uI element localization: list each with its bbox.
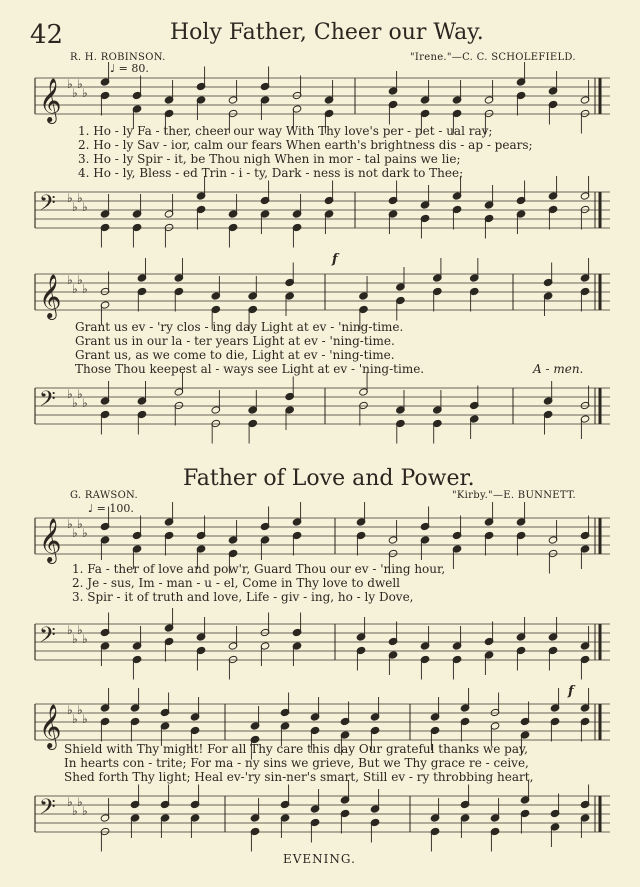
treble-clef-icon: 𝄞: [39, 274, 62, 318]
hymn1-title: Holy Father, Cheer our Way.: [170, 20, 484, 45]
hymn1-system1-bass: [35, 188, 610, 233]
flat-icon: ♭: [72, 712, 78, 726]
lyric-line: 3. Spir - it of truth and love, Life - giv - ing, ho - ly Dove,: [72, 590, 414, 604]
flat-icon: ♭: [67, 517, 73, 531]
flat-icon: ♭: [72, 86, 78, 100]
flat-icon: ♭: [77, 623, 83, 637]
flat-icon: ♭: [77, 191, 83, 205]
hymn2-system1-treble: [35, 514, 610, 562]
lyric-line: Those Thou keepest al - ways see Light at ev - 'ning-time.: [75, 362, 425, 376]
lyric-line: Shield with Thy might! For all Thy care this day Our grateful thanks we pay,: [64, 742, 528, 756]
lyric-line: 2. Ho - ly Sav - ior, calm our fears When earth's brightness dis - ap - pears;: [78, 138, 533, 152]
hymn1-system1-treble: [35, 74, 610, 122]
flat-icon: ♭: [67, 387, 73, 401]
hymn2-author: G. RAWSON.: [70, 490, 138, 501]
hymn2-tune: "Kirby."—E. BUNNETT.: [452, 490, 577, 501]
hymn1-tune: "Irene."—C. C. SCHOLEFIELD.: [410, 52, 576, 63]
treble-clef-icon: 𝄞: [39, 518, 62, 562]
flat-icon: ♭: [67, 703, 73, 717]
flat-icon: ♭: [72, 526, 78, 540]
treble-clef-icon: 𝄞: [39, 78, 62, 122]
lyric-line: 1. Fa - ther of love and pow'r, Guard Thou our ev - 'ning hour,: [72, 562, 446, 576]
hymn1-system1-lyrics: [78, 124, 533, 180]
hymn1-author: R. H. ROBINSON.: [70, 52, 166, 63]
bass-clef-icon: 𝄢: [39, 387, 56, 417]
flat-icon: ♭: [82, 632, 88, 646]
hymn1-dynamic: f: [332, 252, 338, 267]
lyric-line: 1. Ho - ly Fa - ther, cheer our way With Thy love's per - pet - ual ray;: [78, 124, 493, 138]
bass-clef-icon: 𝄢: [39, 623, 56, 653]
lyric-line: 2. Je - sus, Im - man - u - el, Come in Thy love to dwell: [72, 576, 401, 590]
hymn2-system1-lyrics: [72, 562, 445, 604]
lyric-line: Grant us in our la - ter years Light at ev - 'ning-time.: [75, 334, 395, 348]
flat-icon: ♭: [77, 703, 83, 717]
flat-icon: ♭: [82, 86, 88, 100]
footer-title: EVENING.: [283, 852, 356, 866]
bass-clef-icon: 𝄢: [39, 795, 56, 825]
flat-icon: ♭: [77, 795, 83, 809]
flat-icon: ♭: [82, 200, 88, 214]
flat-icon: ♭: [67, 273, 73, 287]
lyric-line: 3. Ho - ly Spir - it, be Thou nigh When in mor - tal pains we lie;: [78, 152, 461, 166]
hymn2-dynamic: f: [568, 684, 574, 699]
flat-icon: ♭: [82, 282, 88, 296]
lyric-line: 4. Ho - ly, Bless - ed Trin - i - ty, Dark - ness is not dark to Thee;: [78, 166, 464, 180]
flat-icon: ♭: [67, 795, 73, 809]
hymn2-system2-treble: [35, 700, 610, 748]
flat-icon: ♭: [67, 77, 73, 91]
flat-icon: ♭: [82, 712, 88, 726]
hymn2-tempo: ♩ = 100.: [88, 502, 134, 515]
flat-icon: ♭: [77, 387, 83, 401]
hymn2-title: Father of Love and Power.: [183, 466, 475, 491]
hymn2-system2-bass: [35, 792, 610, 837]
page-number: 42: [30, 20, 64, 50]
bass-clef-icon: 𝄢: [39, 191, 56, 221]
hymn1-amen: A - men.: [533, 362, 584, 376]
flat-icon: ♭: [72, 200, 78, 214]
flat-icon: ♭: [77, 77, 83, 91]
flat-icon: ♭: [82, 526, 88, 540]
flat-icon: ♭: [82, 804, 88, 818]
flat-icon: ♭: [72, 396, 78, 410]
flat-icon: ♭: [77, 273, 83, 287]
hymn1-tempo: ♩ = 80.: [110, 62, 149, 75]
treble-clef-icon: 𝄞: [39, 704, 62, 748]
hymn1-system2-bass: [35, 384, 610, 429]
hymn2-system1-bass: [35, 620, 610, 665]
flat-icon: ♭: [67, 623, 73, 637]
flat-icon: ♭: [82, 396, 88, 410]
lyric-line: Shed forth Thy light; Heal ev-'ry sin-ner's smart, Still ev - ry throbbing heart,: [64, 770, 534, 784]
flat-icon: ♭: [72, 282, 78, 296]
hymn2-system2-lyrics: [64, 742, 533, 784]
flat-icon: ♭: [72, 804, 78, 818]
hymn1-system2-treble: [35, 270, 610, 318]
hymn1-system2-lyrics: [75, 320, 424, 376]
lyric-line: Grant us, as we come to die, Light at ev - 'ning-time.: [75, 348, 395, 362]
flat-icon: ♭: [67, 191, 73, 205]
lyric-line: In hearts con - trite; For ma - ny sins we grieve, But we Thy grace re - ceive,: [64, 756, 529, 770]
flat-icon: ♭: [77, 517, 83, 531]
flat-icon: ♭: [72, 632, 78, 646]
lyric-line: Grant us ev - 'ry clos - ing day Light at ev - 'ning-time.: [75, 320, 404, 334]
